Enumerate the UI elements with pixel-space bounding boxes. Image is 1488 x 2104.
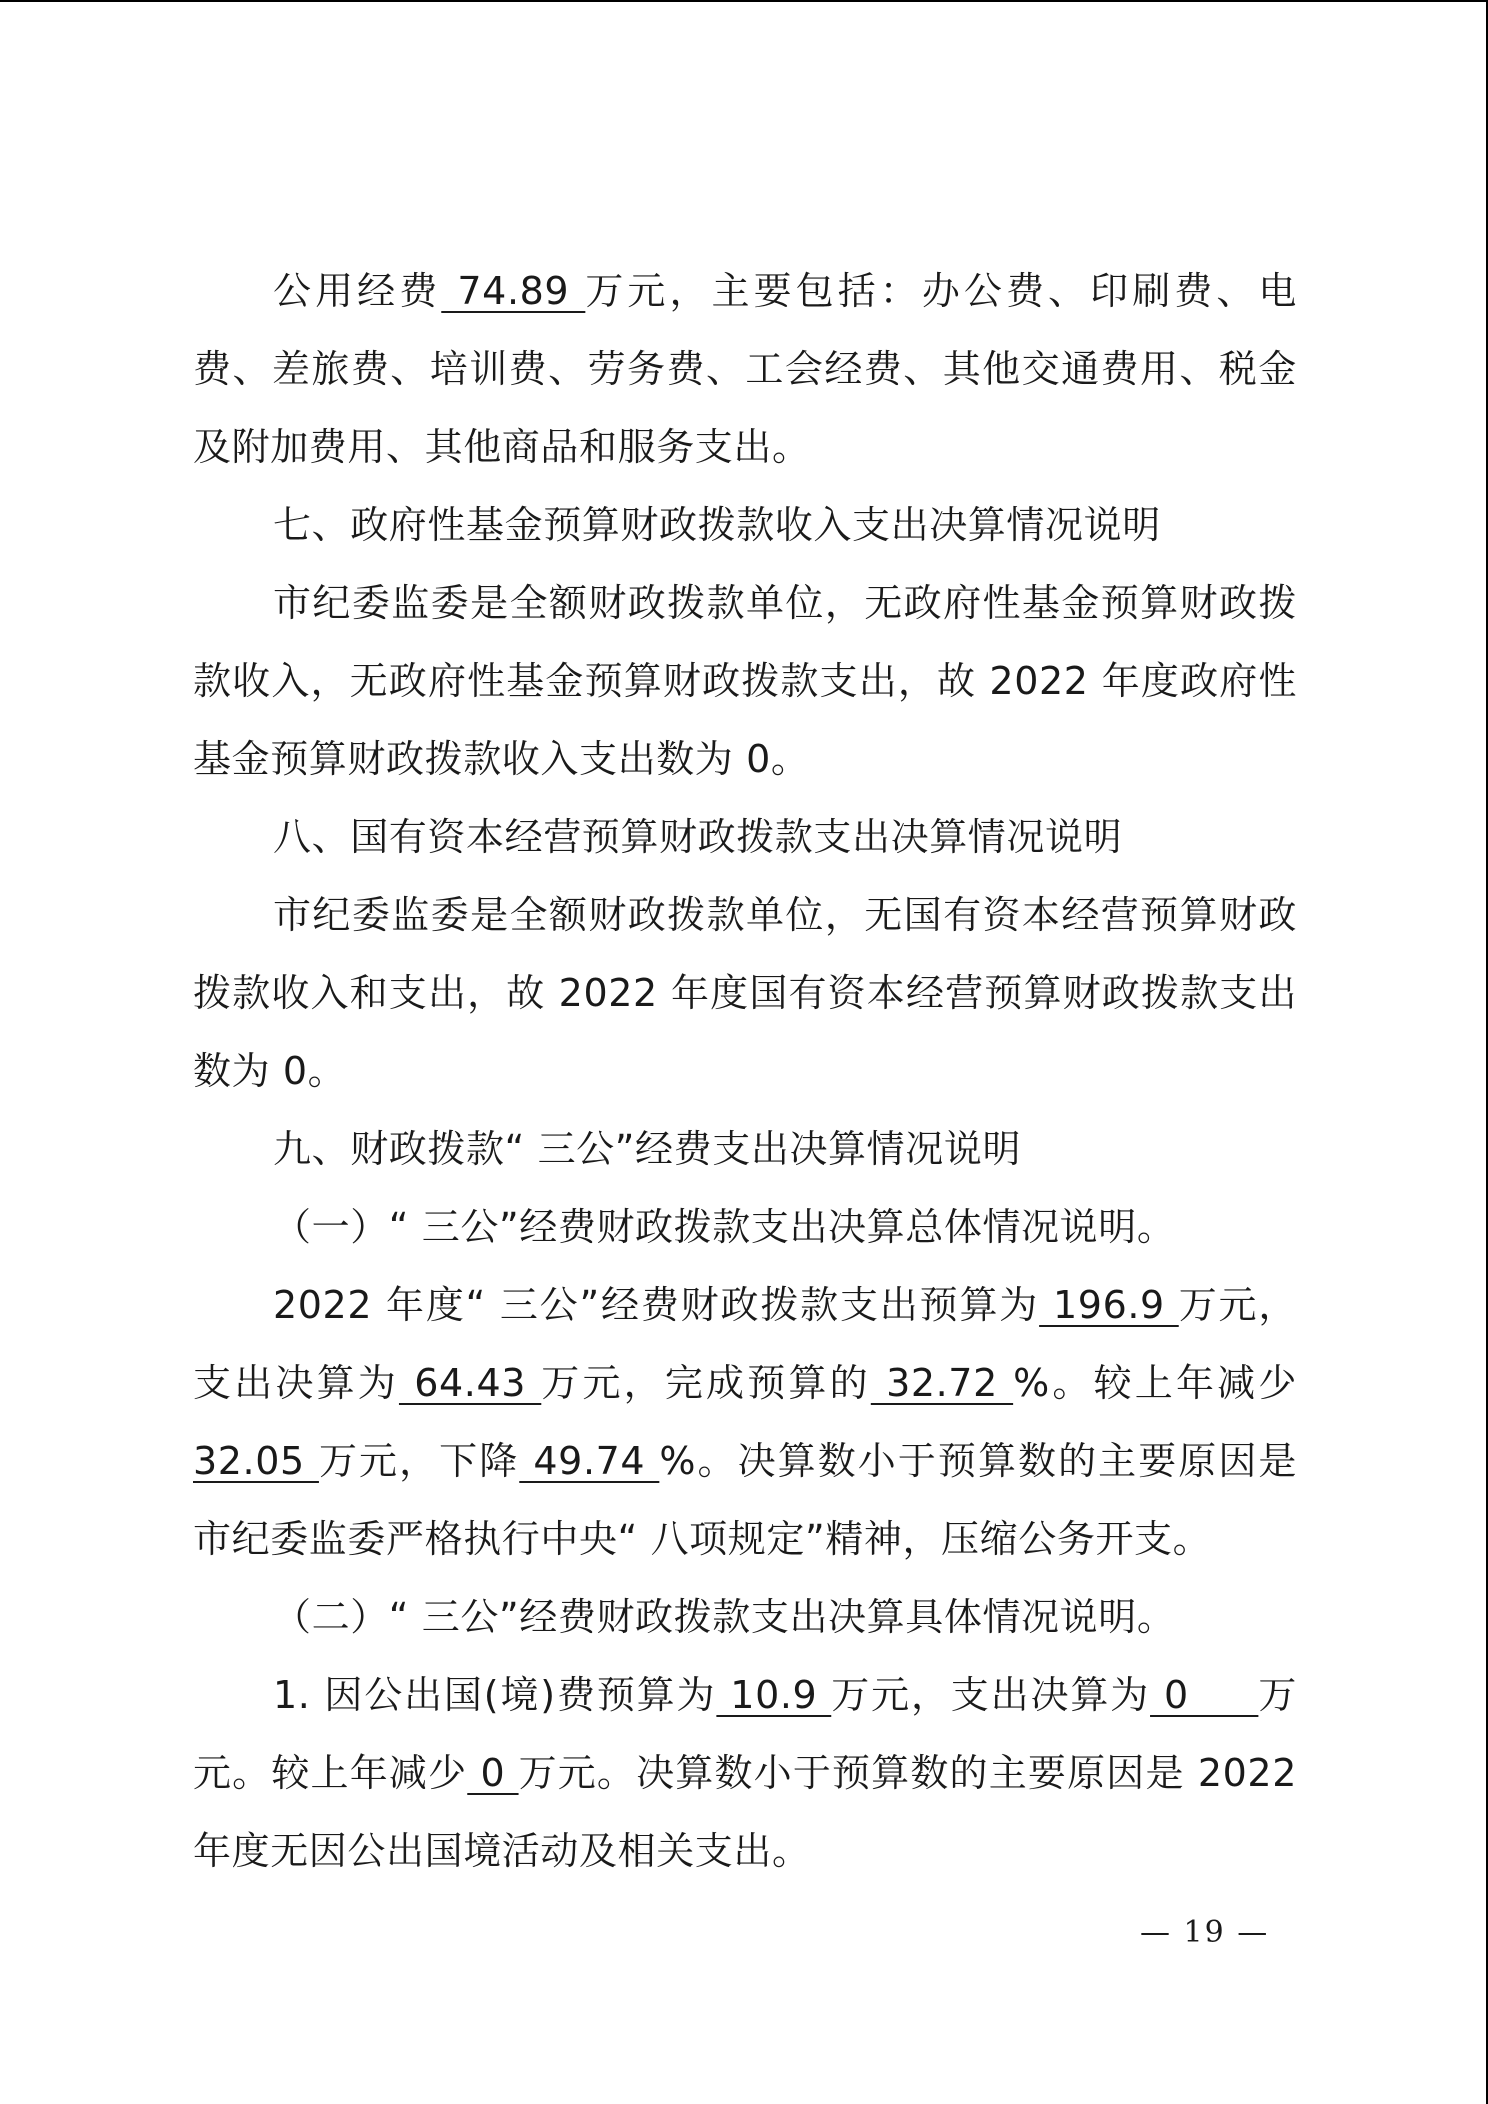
paragraph-public-expenses [193,252,1297,486]
text-segment: 万元，支出决算为 [193,1283,1297,1405]
text-segment: 1. 因公出国(境)费预算为 [273,1673,717,1717]
text-segment: 2022 年度“ 三公”经费财政拨款支出预算为 [273,1283,1040,1327]
text-segment: 万元，支出决算为 [831,1673,1151,1717]
subsection-heading-9-2: （二）“ 三公”经费财政拨款支出决算具体情况说明。 [273,1595,1176,1639]
text-segment: 万元。决算数小于预算数的主要原因是 2022 年度无因公出国境活动及相关支出。 [193,1751,1297,1873]
text-segment: %。较上年减少 [1013,1361,1297,1405]
underlined-value: 32.72 [870,1361,1014,1405]
underlined-value: 32.05 [193,1439,319,1483]
underlined-value: 0 [467,1751,519,1795]
underlined-value: 10.9 [716,1673,832,1717]
text-segment: 万元，主要包括：办公费、印刷费、电费、差旅费、培训费、劳务费、工会经费、其他交通费用、税金及附加费用、其他商品和服务支出。 [193,269,1297,469]
section-heading-9: 九、财政拨款“ 三公”经费支出决算情况说明 [273,1127,1022,1171]
paragraph-section-9-2 [193,1656,1297,1890]
text-segment: 公用经费 [273,269,442,313]
paragraph-section-7: 市纪委监委是全额财政拨款单位，无政府性基金预算财政拨款收入，无政府性基金预算财政拨款支出，故 2022 年度政府性基金预算财政拨款收入支出数为 0。 [193,581,1297,781]
underlined-value: 64.43 [398,1361,542,1405]
underlined-value: 49.74 [519,1439,660,1483]
underlined-value: 196.9 [1039,1283,1179,1327]
text-segment: 万元，完成预算的 [541,1361,871,1405]
section-heading-7: 七、政府性基金预算财政拨款收入支出决算情况说明 [273,503,1161,547]
underlined-value: 0 [1150,1673,1259,1717]
document-body [193,252,1297,1890]
page-border-top [0,0,1488,2]
paragraph-section-9-1 [193,1266,1297,1578]
paragraph-section-8: 市纪委监委是全额财政拨款单位，无国有资本经营预算财政拨款收入和支出，故 2022 年度国有资本经营预算财政拨款支出数为 0。 [193,893,1297,1093]
section-heading-8: 八、国有资本经营预算财政拨款支出决算情况说明 [273,815,1123,859]
subsection-heading-9-1: （一）“ 三公”经费财政拨款支出决算总体情况说明。 [273,1205,1176,1249]
underlined-value: 74.89 [441,269,586,313]
text-segment: 万元，下降 [318,1439,520,1483]
text-segment: 万元。较上年减少 [193,1673,1297,1795]
page-number: — 19 — [1140,1915,1270,1950]
text-segment: %。决算数小于预算数的主要原因是市纪委监委严格执行中央“ 八项规定”精神，压缩公务开支。 [193,1439,1297,1561]
